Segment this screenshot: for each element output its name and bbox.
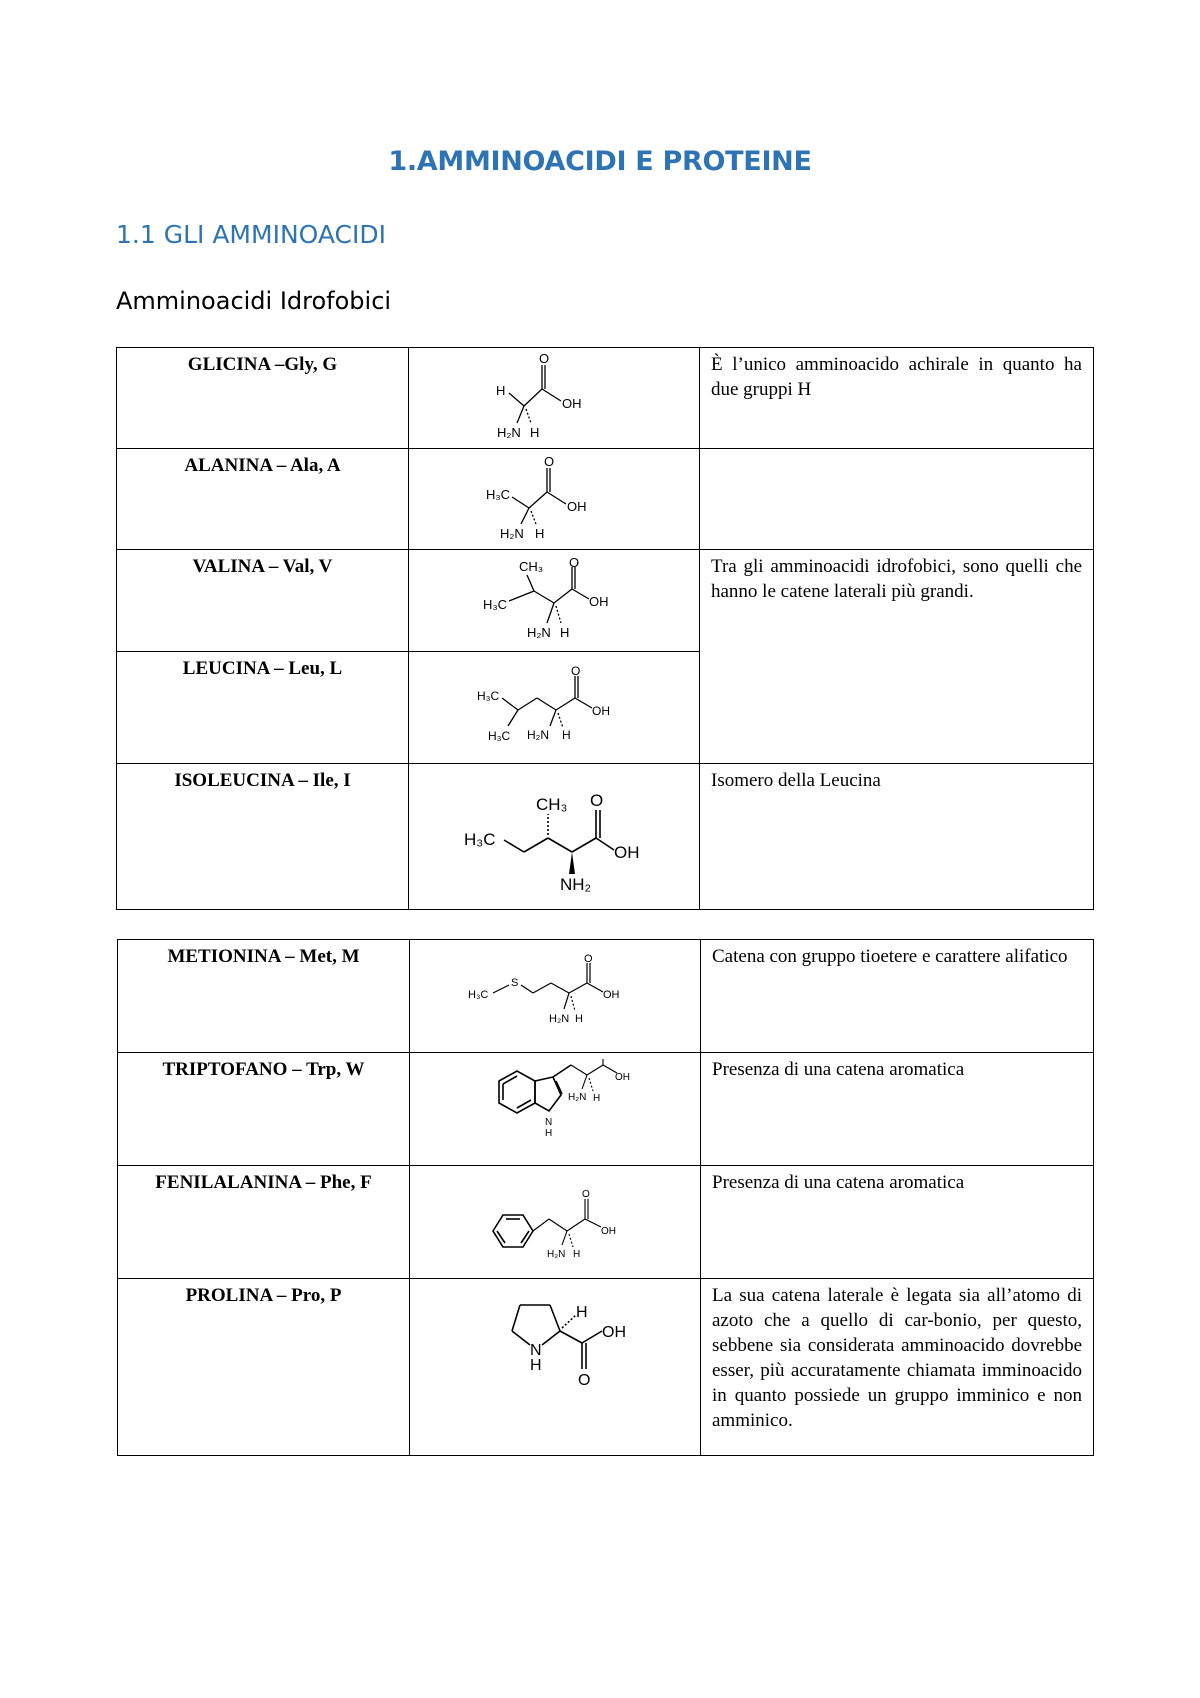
amine-label: H₂N xyxy=(527,728,549,742)
amine-label: H₂N xyxy=(527,625,551,640)
methyl-label: H₃C xyxy=(488,729,511,743)
methyl-label: CH₃ xyxy=(519,559,544,574)
hydrogen-label: H xyxy=(573,1248,581,1260)
methyl-label: H₃C xyxy=(486,486,511,502)
oxygen-label: O xyxy=(582,1188,590,1200)
alanine-structure xyxy=(484,452,624,547)
oxygen-label: O xyxy=(584,952,593,965)
methionine-structure xyxy=(465,949,645,1044)
amine-label: H₂N xyxy=(568,1092,587,1103)
table-row xyxy=(118,940,1094,1053)
structure-cell xyxy=(409,764,700,910)
aa-name: GLICINA –Gly, G xyxy=(117,348,409,449)
aa-description xyxy=(700,449,1094,550)
leucine-structure xyxy=(474,660,634,755)
subsection-heading: Amminoacidi Idrofobici xyxy=(116,287,392,315)
sulfur-label: S xyxy=(511,976,519,989)
hydrogen-label: H xyxy=(562,728,571,742)
hydroxyl-label: OH xyxy=(603,988,620,1001)
methyl-label: H₃C xyxy=(464,829,496,849)
hydrogen-label: H xyxy=(530,424,540,440)
hydroxyl-label: OH xyxy=(602,1324,626,1341)
amine-label: H₂N xyxy=(549,1012,570,1025)
structure-cell xyxy=(410,1053,701,1166)
aa-name: ISOLEUCINA – Ile, I xyxy=(117,764,409,910)
oxygen-label: O xyxy=(590,790,604,810)
hydroxyl-label: OH xyxy=(589,594,609,609)
proline-structure xyxy=(470,1291,640,1401)
hydrophobic-aa-table-2 xyxy=(117,939,1094,1456)
oxygen-label: O xyxy=(539,350,550,366)
hydrogen-label: H xyxy=(593,1093,601,1104)
methyl-label: H₃C xyxy=(483,597,508,612)
hydrogen-label: H xyxy=(545,1128,553,1139)
table-row xyxy=(117,550,1094,652)
hydrogen-label: H xyxy=(530,1357,542,1374)
oxygen-label: O xyxy=(578,1372,591,1389)
section-heading: 1.1 GLI AMMINOACIDI xyxy=(116,220,386,249)
hydroxyl-label: OH xyxy=(615,1072,630,1083)
nitrogen-label: N xyxy=(530,1342,542,1359)
oxygen-label: O xyxy=(571,664,581,678)
hydroxyl-label: OH xyxy=(562,395,582,411)
methyl-label: H₃C xyxy=(468,988,489,1001)
methyl-label: CH₃ xyxy=(536,794,568,814)
isoleucine-structure xyxy=(454,782,654,892)
phenylalanine-structure xyxy=(465,1175,645,1270)
hydrophobic-aa-table-1 xyxy=(116,347,1094,910)
table-row xyxy=(117,348,1094,449)
aa-description: Isomero della Leucina xyxy=(700,764,1094,910)
structure-cell xyxy=(410,1279,701,1456)
aa-name: LEUCINA – Leu, L xyxy=(117,652,409,764)
valine-structure xyxy=(479,553,629,648)
tryptophan-structure xyxy=(465,1059,645,1159)
table-row xyxy=(118,1053,1094,1166)
aa-name: FENILALANINA – Phe, F xyxy=(118,1166,410,1279)
structure-cell xyxy=(410,940,701,1053)
table-row xyxy=(117,449,1094,550)
oxygen-label: O xyxy=(544,453,555,469)
aa-description: La sua catena laterale è legata sia all’atomo di azoto che a quello di car-bonio, per questo, sebbene sia considerata amminoacido dovrebbe esser, più accuratamente chiamata imminoacido in quanto possiede un gruppo imminico e non amminico. xyxy=(701,1279,1094,1456)
table-row xyxy=(117,764,1094,910)
table-row xyxy=(118,1166,1094,1279)
amine-label: NH₂ xyxy=(560,874,592,892)
hydrogen-label: H xyxy=(575,1012,583,1025)
aa-description: Presenza di una catena aromatica xyxy=(701,1166,1094,1279)
structure-cell xyxy=(409,449,700,550)
glycine-structure xyxy=(484,351,624,446)
nitrogen-label: N xyxy=(545,1117,553,1128)
hydrogen-label: H xyxy=(576,1304,588,1321)
aa-name: ALANINA – Ala, A xyxy=(117,449,409,550)
aa-name: METIONINA – Met, M xyxy=(118,940,410,1053)
amine-label: H₂N xyxy=(497,424,521,440)
page-title: 1.AMMINOACIDI E PROTEINE xyxy=(388,146,812,177)
aa-description: Catena con gruppo tioetere e carattere alifatico xyxy=(701,940,1094,1053)
hydroxyl-label: OH xyxy=(601,1225,616,1237)
hydroxyl-label: OH xyxy=(567,498,587,514)
oxygen-label: O xyxy=(569,555,580,570)
structure-cell xyxy=(409,348,700,449)
hydroxyl-label: OH xyxy=(592,704,610,718)
hydroxyl-label: OH xyxy=(614,842,640,862)
amine-label: H₂N xyxy=(547,1248,566,1260)
aa-name: TRIPTOFANO – Trp, W xyxy=(118,1053,410,1166)
methyl-label: H₃C xyxy=(477,689,500,703)
structure-cell xyxy=(409,550,700,652)
aa-description: Tra gli amminoacidi idrofobici, sono quelli che hanno le catene laterali più grandi. xyxy=(700,550,1094,764)
amine-label: H₂N xyxy=(500,525,524,541)
structure-cell xyxy=(410,1166,701,1279)
structure-cell xyxy=(409,652,700,764)
aa-name: VALINA – Val, V xyxy=(117,550,409,652)
aa-description: Presenza di una catena aromatica xyxy=(701,1053,1094,1166)
aa-name: PROLINA – Pro, P xyxy=(118,1279,410,1456)
hydrogen-label: H xyxy=(560,625,570,640)
aa-description: È l’unico amminoacido achirale in quanto ha due gruppi H xyxy=(700,348,1094,449)
hydrogen-label: H xyxy=(496,382,506,398)
table-row xyxy=(118,1279,1094,1456)
hydrogen-label: H xyxy=(535,525,545,541)
